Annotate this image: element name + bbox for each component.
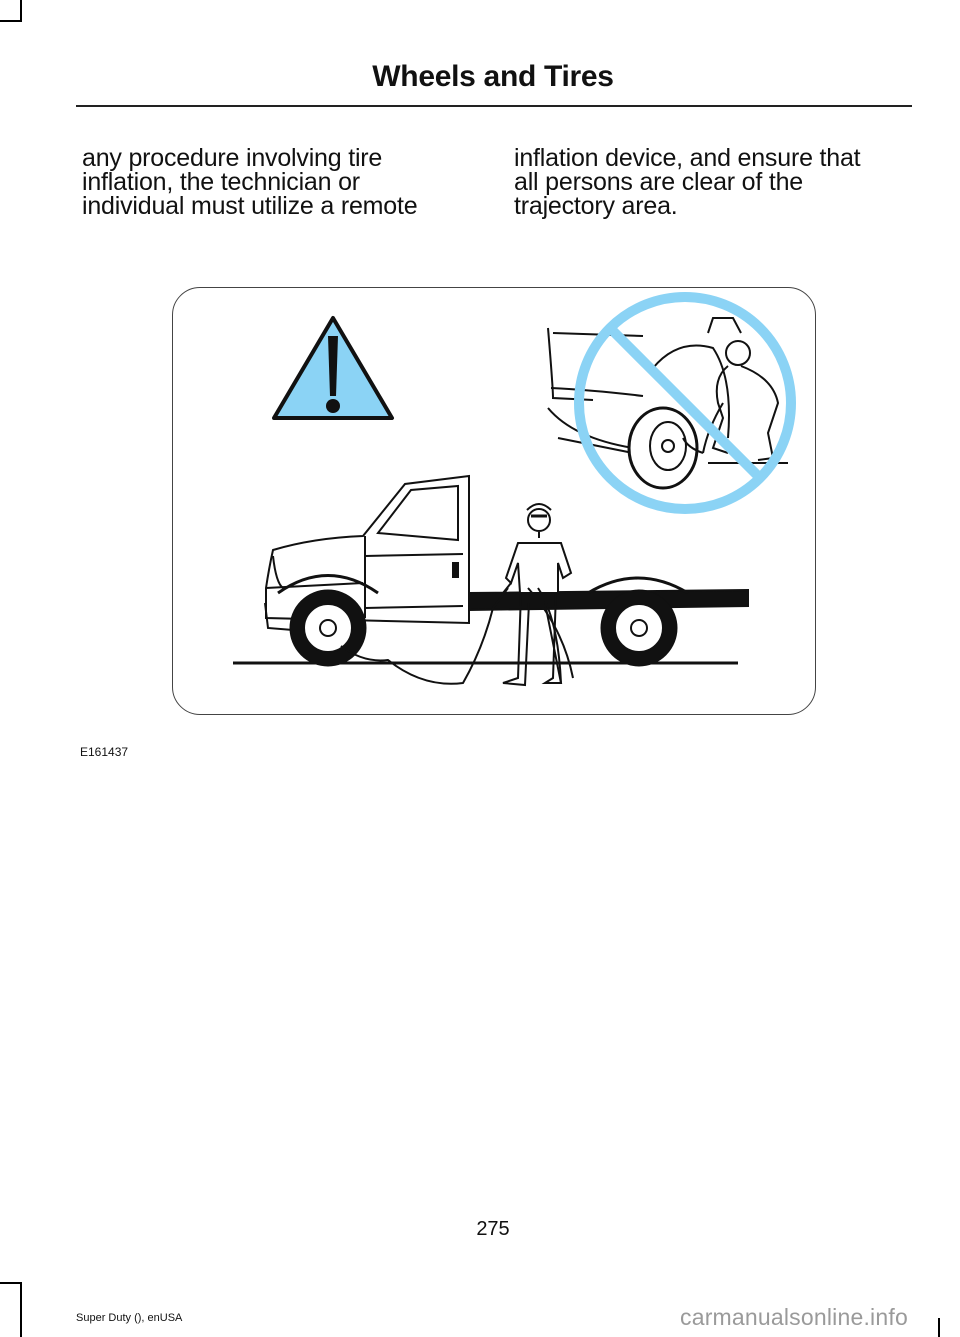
- warning-illustration: [172, 287, 816, 715]
- body-text-left-column: [82, 146, 472, 218]
- body-text-right-column: [514, 146, 904, 218]
- body-text-line: inflation device, and ensure that: [514, 144, 861, 172]
- crop-mark-top-left-h: [0, 20, 22, 22]
- body-text-line: individual must utilize a remote: [82, 192, 418, 220]
- body-text-line: all persons are clear of the: [514, 168, 804, 196]
- crop-mark-bottom-right-v: [938, 1318, 940, 1337]
- page-number: 275: [476, 1218, 510, 1240]
- crop-mark-bottom-left-h: [0, 1282, 22, 1284]
- header-rule: [76, 105, 912, 107]
- body-text-line: trajectory area.: [514, 192, 678, 220]
- crop-mark-bottom-left-v: [20, 1282, 22, 1337]
- figure-id: E161437: [80, 745, 129, 759]
- footer-watermark: carmanualsonline.info: [680, 1304, 908, 1330]
- illustration-svg: [173, 288, 816, 715]
- crop-mark-top-left-v: [20, 0, 22, 22]
- footer-vehicle-info: Super Duty (), enUSA: [76, 1312, 183, 1324]
- rear-wheel: [601, 590, 677, 666]
- body-text-line: any procedure involving tire: [82, 144, 383, 172]
- body-text-line: inflation, the technician or: [82, 168, 360, 196]
- page-title: Wheels and Tires: [372, 60, 614, 93]
- warning-triangle-icon: [274, 318, 392, 418]
